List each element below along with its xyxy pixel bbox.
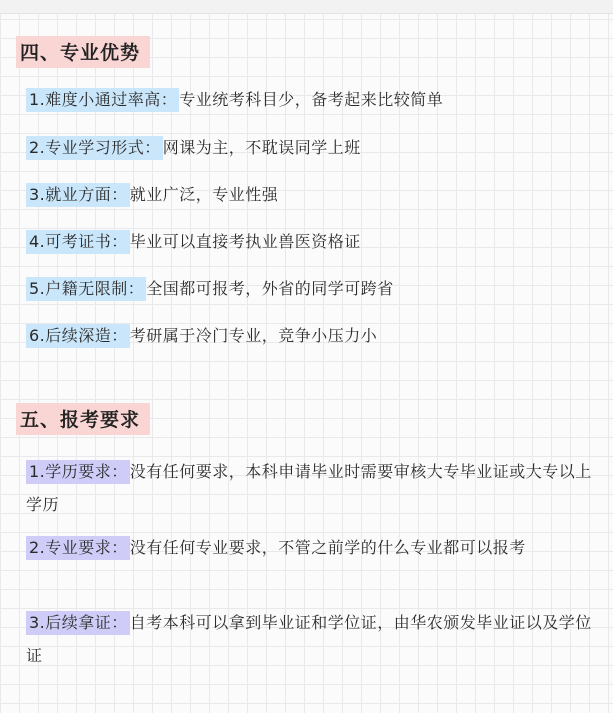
advantage-label: 4.可考证书：: [26, 230, 130, 254]
advantage-label: 1.难度小通过率高：: [26, 88, 179, 112]
advantage-label: 3.就业方面：: [26, 183, 130, 207]
requirement-text: 没有任何要求，本科申请毕业时需要审核大专毕业证或大专以上学历: [26, 462, 592, 514]
advantage-text: 专业统考科目少，备考起来比较简单: [179, 90, 444, 109]
requirement-label: 2.专业要求：: [26, 536, 130, 560]
advantage-item-2: [26, 133, 606, 163]
requirement-label: 3.后续拿证：: [26, 611, 130, 635]
advantage-item-4: [26, 227, 606, 257]
requirement-item-3: [26, 606, 606, 672]
advantage-item-1: [26, 85, 606, 115]
advantage-text: 毕业可以直接考执业兽医资格证: [129, 232, 361, 251]
advantage-label: 2.专业学习形式：: [26, 136, 163, 160]
requirement-item-2: [26, 531, 606, 564]
section-heading-advantages: 四、专业优势: [16, 36, 150, 68]
advantage-item-6: [26, 321, 606, 351]
requirement-text: 没有任何专业要求，不管之前学的什么专业都可以报考: [129, 538, 526, 557]
requirement-label: 1.学历要求：: [26, 460, 130, 484]
advantage-text: 考研属于冷门专业，竞争小压力小: [129, 326, 378, 345]
advantage-text: 网课为主，不耽误同学上班: [162, 138, 361, 157]
top-bar: [0, 0, 613, 14]
section-heading-requirements: 五、报考要求: [16, 403, 150, 435]
advantage-label: 5.户籍无限制：: [26, 277, 146, 301]
advantage-label: 6.后续深造：: [26, 324, 130, 348]
advantage-text: 就业广泛，专业性强: [129, 185, 279, 204]
advantage-item-3: [26, 180, 606, 210]
requirement-item-1: [26, 455, 606, 521]
advantage-text: 全国都可报考，外省的同学可跨省: [146, 279, 394, 298]
advantage-item-5: [26, 274, 606, 304]
requirement-text: 自考本科可以拿到毕业证和学位证，由华农颁发毕业证以及学位证: [26, 613, 592, 665]
